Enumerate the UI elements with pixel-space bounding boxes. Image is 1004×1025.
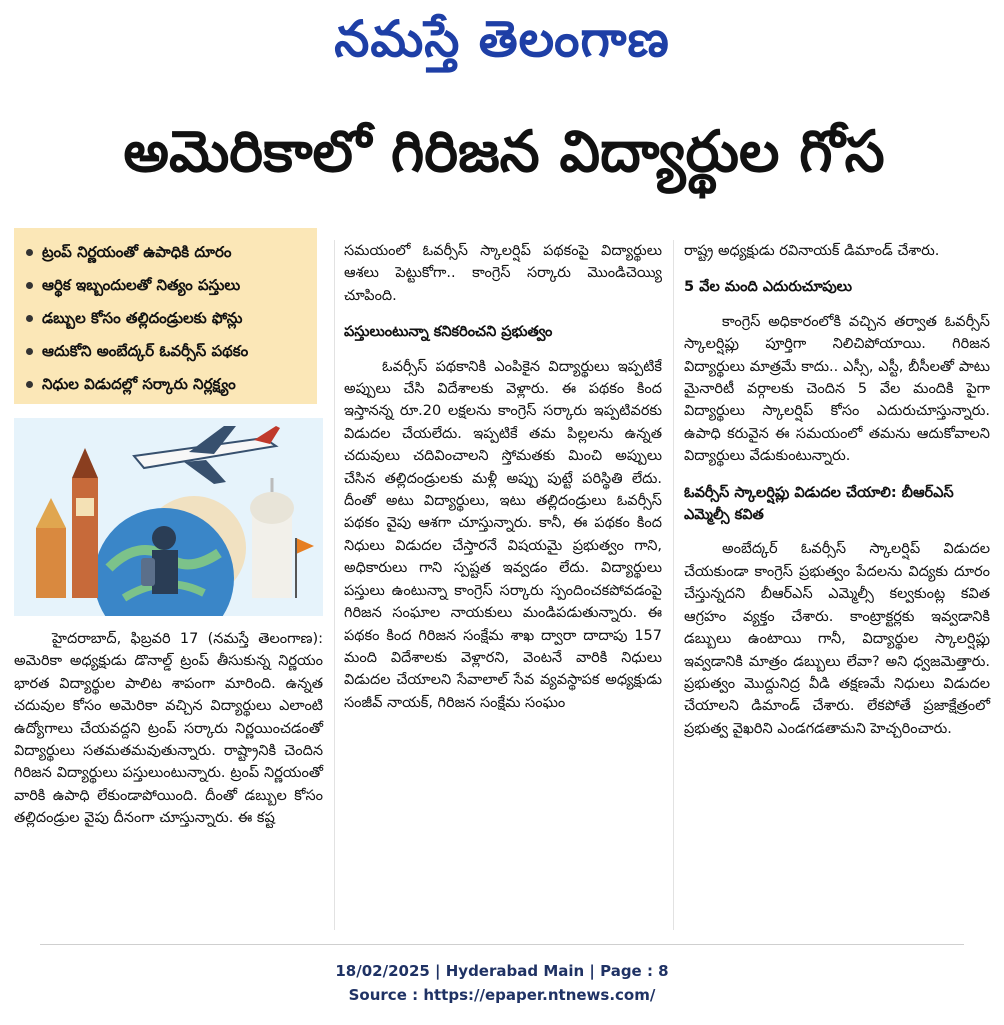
article-subheading: ఓవర్సీస్ స్కాలర్షిప్లు విడుదల చేయాలి: బీఆర్ఎస్ ఎమ్మెల్సీ కవిత: [684, 484, 954, 524]
article-paragraph: అంబేద్కర్ ఓవర్సీస్ స్కాలర్షిప్ విడుదల చేయకుండా కాంగ్రెస్ ప్రభుత్వం పేదలను విద్యకు దూరం చేస్తున్నదని బీఆర్ఎస్ ఎమ్మెల్సీ కల్వకుంట్ల కవిత ఆగ్రహం వ్యక్తం చేశారు. కాంట్రాక్టర్లకు ఇవ్వడానికి డబ్బులు ఉంటాయి గానీ, విద్యార్థుల స్కాలర్షిప్లు ఇవ్వడానికి మాత్రం డబ్బులు లేవా? అని ధ్వజమెత్తారు. ప్రభుత్వం మొద్దునిద్ర వీడి తక్షణమే నిధులు విడుదల చేయాలని డిమాండ్ చేశారు. లేకపోతే ప్రజాక్షేత్రంలో ప్రభుత్వ వైఖరిని ఎండగడతామని హెచ్చరించారు.: [684, 541, 990, 737]
highlight-item: నిధుల విడుదల్లో సర్కారు నిర్లక్ష్యం: [24, 368, 311, 401]
article-paragraph: రాష్ట్ర అధ్యక్షుడు రవినాయక్ డిమాండ్ చేశారు.: [684, 243, 940, 259]
article-paragraph: హైదరాబాద్, ఫిబ్రవరి 17 (నమస్తే తెలంగాణ): అమెరికా అధ్యక్షుడు డొనాల్డ్ ట్రంప్ తీసుకున్న నిర్ణయం భారత విద్యార్థుల పాలిట శాపంగా మారింది. ఉన్నత చదువుల కోసం అమెరికా వచ్చిన విద్యార్థులు ఎలాంటి ఉద్యోగాలు చేయవద్దని ట్రంప్ సర్కారు నిర్ణయించడంతో విద్యార్థులు సతమతమవుతున్నారు. రాష్ట్రానికి చెందిన గిరిజన విద్యార్థులు పస్తులుంటున్నారు. ట్రంప్ నిర్ణయంతో వారికి ఉపాధి లేకుండాపోయింది. దీంతో డబ్బుల కోసం తల్లిదండ్రుల వైపు దీనంగా చూస్తున్నారు. ఈ కష్ట: [14, 631, 323, 827]
article-column-2: [344, 240, 662, 714]
article-paragraph: సమయంలో ఓవర్సీస్ స్కాలర్షిప్ పథకంపై విద్యార్థులు ఆశలు పెట్టుకోగా.. కాంగ్రెస్ సర్కారు మొండిచెయ్యి చూపింది.: [344, 243, 662, 304]
column-divider: [673, 240, 674, 930]
column-divider: [334, 240, 335, 930]
highlight-item: ఆర్థిక ఇబ్బందులతో నిత్యం పస్తులు: [24, 269, 311, 302]
article-column-1: [14, 628, 323, 830]
article-column-3: [684, 240, 990, 740]
article-paragraph: కాంగ్రెస్ అధికారంలోకి వచ్చిన తర్వాత ఓవర్సీస్ స్కాలర్షిప్లు పూర్తిగా నిలిచిపోయాయి. గిరిజన విద్యార్థులు మాత్రమే కాదు.. ఎస్సీ, ఎస్టీ, బీసీలతో పాటు మైనారిటీ వర్గాలకు చెందిన 5 వేల మందికి పైగా విద్యార్థులు స్కాలర్షిప్ కోసం ఎదురుచూస్తున్నారు. ఉపాధి కరువైన ఈ సమయంలో తమను ఆదుకోవాలని విద్యార్థులు వేడుకుంటున్నారు.: [684, 313, 990, 465]
highlight-item: డబ్బుల కోసం తల్లిదండ్రులకు ఫోన్లు: [24, 302, 311, 335]
footer-divider: [40, 944, 964, 945]
highlights-box: [14, 228, 317, 404]
article-headline: అమెరికాలో గిరిజన విద్యార్థుల గోస: [123, 119, 885, 185]
footer-date-edition: 18/02/2025 | Hyderabad Main | Page : 8: [335, 962, 669, 980]
article-subheading: పస్తులుంటున్నా కనికరించని ప్రభుత్వం: [344, 324, 553, 341]
article-subheading: 5 వేల మంది ఎదురుచూపులు: [684, 279, 852, 296]
travel-illustration: [14, 418, 323, 616]
highlight-item: ఆదుకోని అంబేద్కర్ ఓవర్సీస్ పథకం: [24, 335, 311, 368]
highlight-item: ట్రంప్ నిర్ణయంతో ఉపాధికి దూరం: [24, 236, 311, 269]
footer-source: Source : https://epaper.ntnews.com/: [348, 986, 656, 1004]
article-paragraph: ఓవర్సీస్ పథకానికి ఎంపికైన విద్యార్థులు ఇప్పటికే అప్పులు చేసి విదేశాలకు వెళ్లారు. ఈ పథకం కింద ఇస్తానన్న రూ.20 లక్షలను కాంగ్రెస్ సర్కారు ఇప్పటివరకు విడుదల చేయలేదు. ఇప్పటికే తమ పిల్లలను ఉన్నత చదువులు చదివించాలని స్తోమతకు మించి అప్పులు చేసిన తల్లిదండ్రులకు మళ్లీ అప్పు పుట్టే పరిస్థితి లేదు. దీంతో అటు విద్యార్థులు, ఇటు తల్లిదండ్రులు ఓవర్సీస్ పథకం వైపు ఆశగా చూస్తున్నారు. కానీ, ఈ పథకం కింద నిధులు విడుదల చేస్తారనే విషయమై ప్రభుత్వం గాని, అధికారులు గాని స్పష్టత ఇవ్వడం లేదు. విద్యార్థులు పస్తులు ఉంటున్నా కాంగ్రెస్ సర్కారు స్పందించకపోవడంపై గిరిజన సంఘాల నాయకులు మండిపడుతున్నారు. ఈ పథకం కింద గిరిజన సంక్షేమ శాఖ ద్వారా దాదాపు 157 మంది విదేశాలకు వెళ్లారని, వెంటనే వారికి నిధులు విడుదల చేయాలని సేవాలాల్ సేవ వ్యవస్థాపక అధ్యక్షుడు సంజీవ్ నాయక్, గిరిజన సంక్షేమ సంఘం: [344, 358, 662, 711]
newspaper-masthead: నమస్తే తెలంగాణ: [334, 10, 670, 68]
